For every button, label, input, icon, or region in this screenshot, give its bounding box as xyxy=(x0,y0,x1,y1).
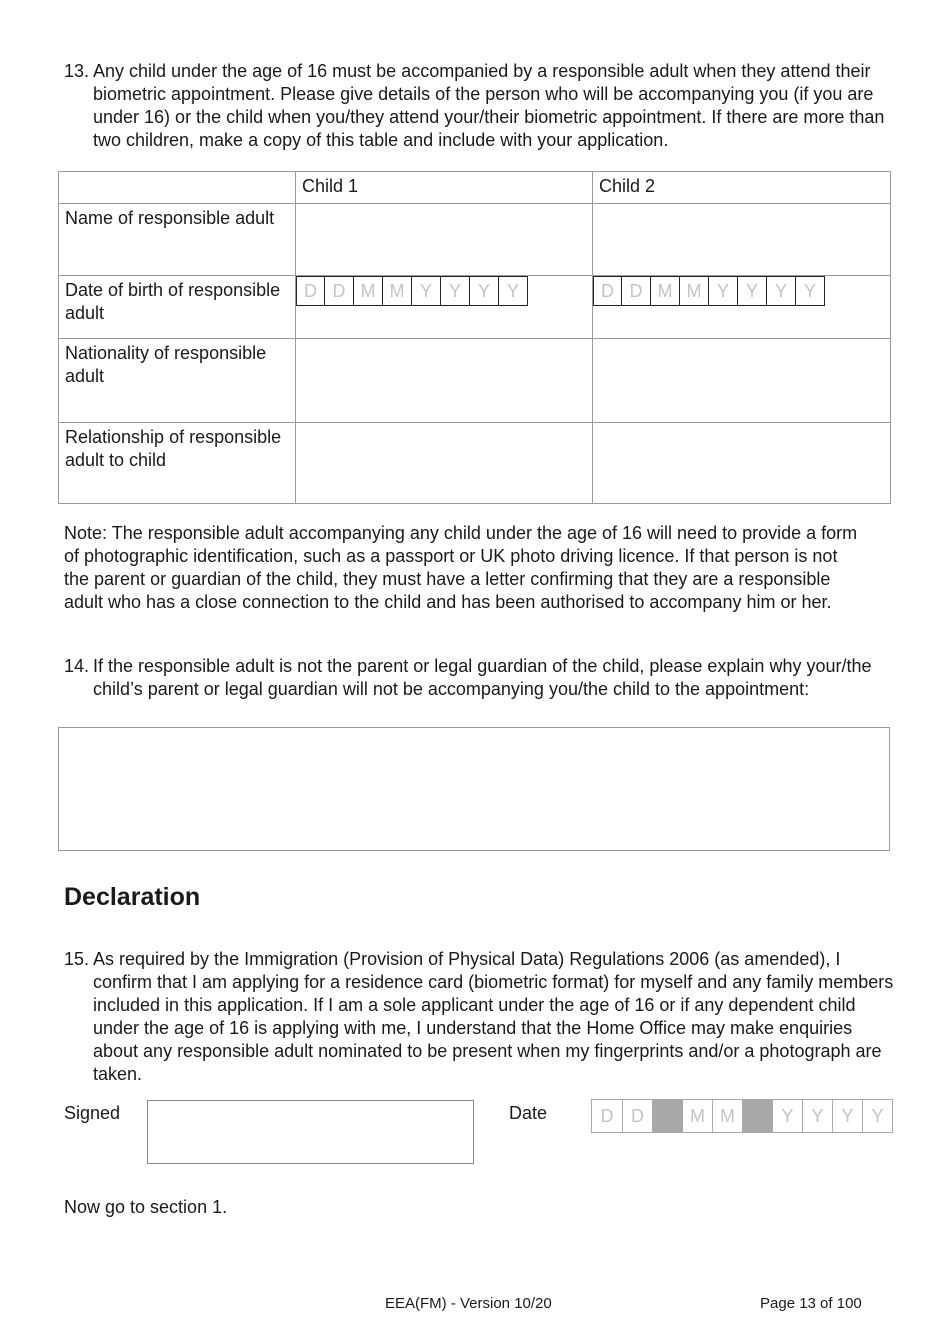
footer-form-version: EEA(FM) - Version 10/20 xyxy=(385,1295,552,1312)
table-header-child-2: Child 2 xyxy=(593,172,891,204)
question-14 xyxy=(64,655,894,701)
date-digit[interactable]: D xyxy=(325,276,354,306)
date-digit[interactable]: D xyxy=(600,1106,614,1126)
question-text: Any child under the age of 16 must be accompanied by a responsible adult when they attend their biometric appointment. Please give details of the person who will be accompanying you (if you are under 16) or the child when you/they attend your/their biometric appointment. If there are more than two children, make a copy of this table and include with your application. xyxy=(93,61,885,150)
date-label: Date xyxy=(509,1103,548,1123)
next-section-instruction: Now go to section 1. xyxy=(64,1197,228,1217)
date-digit[interactable]: Y xyxy=(709,276,738,306)
table-header-child-1: Child 1 xyxy=(296,172,593,204)
child-1-dob-cell xyxy=(296,276,593,339)
date-digit[interactable]: Y xyxy=(772,1100,802,1132)
date-digit[interactable]: Y xyxy=(832,1100,862,1132)
table-header-empty xyxy=(59,172,296,204)
date-digit[interactable]: D xyxy=(622,1100,652,1132)
date-digit[interactable]: M xyxy=(712,1100,742,1132)
child-1-dob-field[interactable] xyxy=(296,276,592,306)
date-digit[interactable]: M xyxy=(682,1100,712,1132)
child-2-nationality-field[interactable] xyxy=(593,339,891,423)
date-digit[interactable]: M xyxy=(680,276,709,306)
date-digit[interactable]: Y xyxy=(767,276,796,306)
row-label-dob: Date of birth of responsible adult xyxy=(59,276,296,339)
signed-label: Signed xyxy=(64,1103,121,1123)
declaration-heading: Declaration xyxy=(64,883,201,911)
date-digit[interactable]: Y xyxy=(499,276,528,306)
date-digit[interactable]: Y xyxy=(802,1100,832,1132)
question-number: 13. xyxy=(64,61,90,81)
row-label-nationality: Nationality of responsible adult xyxy=(59,339,296,423)
responsible-adult-table xyxy=(58,171,891,504)
explanation-textarea[interactable] xyxy=(58,727,890,851)
question-number: 15. xyxy=(64,949,90,969)
question-number: 14. xyxy=(64,656,90,676)
date-separator xyxy=(652,1100,682,1132)
child-2-relationship-field[interactable] xyxy=(593,423,891,504)
child-2-dob-field[interactable] xyxy=(593,276,890,306)
child-2-name-field[interactable] xyxy=(593,204,891,276)
date-digit[interactable]: Y xyxy=(796,276,825,306)
date-digit[interactable]: D xyxy=(622,276,651,306)
date-digit[interactable]: D xyxy=(296,276,325,306)
declaration-date-field[interactable] xyxy=(591,1099,893,1133)
date-digit[interactable]: Y xyxy=(862,1100,892,1132)
date-digit[interactable]: Y xyxy=(738,276,767,306)
question-15 xyxy=(64,948,894,1086)
footer-page-number: Page 13 of 100 xyxy=(760,1295,862,1312)
row-label-relationship: Relationship of responsible adult to child xyxy=(59,423,296,504)
child-1-nationality-field[interactable] xyxy=(296,339,593,423)
question-13 xyxy=(64,60,894,152)
date-digit[interactable]: M xyxy=(383,276,412,306)
child-2-dob-cell xyxy=(593,276,891,339)
question-text: If the responsible adult is not the parent or legal guardian of the child, please explain why your/the child’s parent or legal guardian will not be accompanying you/the child to the appointment: xyxy=(93,656,872,699)
date-separator xyxy=(742,1100,772,1132)
date-digit[interactable]: Y xyxy=(441,276,470,306)
signature-field[interactable] xyxy=(147,1100,474,1164)
note-text: Note: The responsible adult accompanying any child under the age of 16 will need to provide a form of photographic identification, such as a passport or UK photo driving licence. If that person is not the parent or guardian of the child, they must have a letter confirming that they are a responsible adult who has a close connection to the child and has been authorised to accompany him or her. xyxy=(64,523,858,612)
date-digit[interactable]: M xyxy=(651,276,680,306)
date-digit[interactable]: D xyxy=(593,276,622,306)
question-text: As required by the Immigration (Provision of Physical Data) Regulations 2006 (as amended), I confirm that I am applying for a residence card (biometric format) for myself and any family members included in this application. If I am a sole applicant under the age of 16 or if any dependent child under the age of 16 is applying with me, I understand that the Home Office may make enquiries about any responsible adult nominated to be present when my fingerprints and/or a photograph are taken. xyxy=(93,949,894,1084)
child-1-name-field[interactable] xyxy=(296,204,593,276)
date-digit[interactable]: M xyxy=(354,276,383,306)
date-digit[interactable]: Y xyxy=(412,276,441,306)
row-label-name: Name of responsible adult xyxy=(59,204,296,276)
date-digit[interactable]: Y xyxy=(470,276,499,306)
child-1-relationship-field[interactable] xyxy=(296,423,593,504)
